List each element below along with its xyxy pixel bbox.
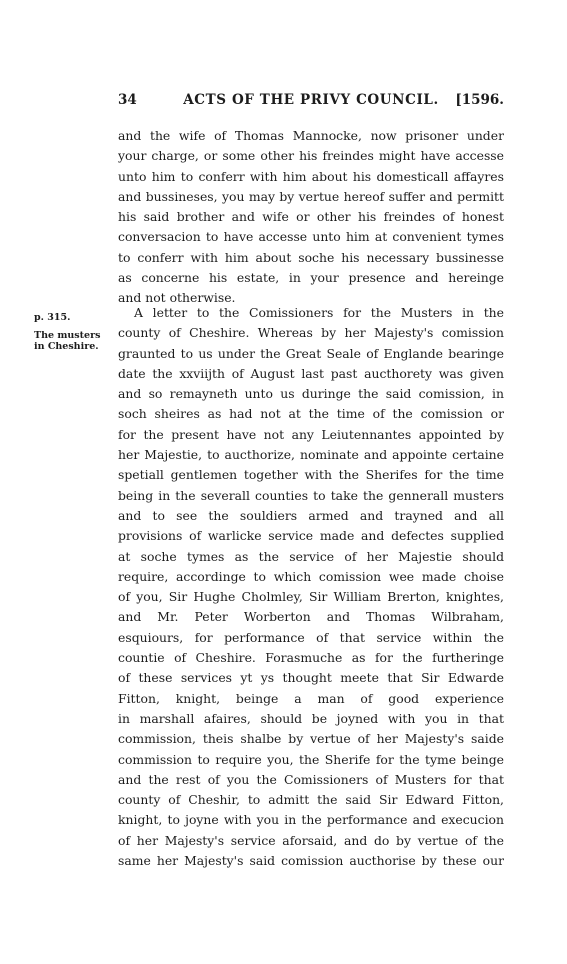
text-line: and Mr. Peter Worberton and Thomas Wilbraham, (118, 609, 504, 625)
text-line: commission, theis shalbe by vertue of her Majesty's saide (118, 731, 504, 747)
text-line: as concerne his estate, in your presence and hereinge (118, 270, 504, 286)
paragraph-letter (118, 303, 504, 871)
text-line: county of Cheshir, to admitt the said Sir Edward Fitton, (118, 792, 504, 808)
text-line: Fitton, knight, beinge a man of good experience (118, 690, 504, 706)
margin-topic-line: in Cheshire. (34, 341, 99, 352)
text-line: of you, Sir Hughe Cholmley, Sir William Brerton, knightes, (118, 589, 504, 605)
margin-topic-line: The musters (34, 330, 101, 341)
margin-notes (34, 312, 114, 352)
text-line: esquiours, for performance of that service within the (118, 629, 504, 645)
text-line: graunted to us under the Great Seale of Englande bearinge (118, 345, 504, 361)
text-line: date the xxviijth of August last past aucthorety was given (118, 365, 504, 381)
text-line: and so remayneth unto us duringe the said comission, in (118, 386, 504, 402)
text-line: his said brother and wife or other his freindes of honest (118, 209, 504, 225)
text-line: same her Majesty's said comission aucthorise by these our (118, 853, 504, 869)
margin-page-ref: p. 315. (34, 312, 71, 323)
text-line: and not otherwise. (118, 290, 236, 306)
text-line: of her Majesty's service aforsaid, and do by vertue of the (118, 832, 504, 848)
text-line: at soche tymes as the service of her Majestie should (118, 548, 504, 564)
text-line: being in the severall counties to take the gennerall musters (118, 487, 504, 503)
running-header (118, 92, 504, 112)
text-line: of these services yt ys thought meete that Sir Edwarde (118, 670, 504, 686)
text-line: and the rest of you the Comissioners of Musters for that (118, 771, 504, 787)
text-line: unto him to conferr with him about his domesticall affayres (118, 168, 504, 184)
text-line: conversacion to have accesse unto him at convenient tymes (118, 229, 504, 245)
text-line: require, accordinge to which comission wee made choise (118, 568, 504, 584)
text-line: A letter to the Comissioners for the Musters in the (134, 305, 504, 320)
page-number: 34 (118, 92, 137, 108)
text-line: to conferr with him about soche his necessary bussinesse (118, 249, 504, 265)
paragraph-continued (118, 126, 504, 309)
text-line: and the wife of Thomas Mannocke, now prisoner under (118, 128, 504, 143)
text-line: soch sheires as had not at the time of the comission or (118, 406, 504, 422)
text-line: and bussineses, you may by vertue hereof suffer and permitt (118, 188, 504, 204)
header-year: [1596. (455, 92, 504, 108)
text-line: knight, to joyne with you in the performance and execucion (118, 812, 504, 828)
text-line: her Majestie, to aucthorize, nominate and appointe certaine (118, 447, 504, 463)
text-line: your charge, or some other his freindes might have accesse (118, 148, 504, 164)
text-line: and to see the souldiers armed and trayned and all (118, 507, 504, 523)
text-line: provisions of warlicke service made and defectes supplied (118, 528, 504, 544)
text-line: county of Cheshire. Whereas by her Majesty's comission (118, 325, 504, 341)
text-line: for the present have not any Leiutennantes appointed by (118, 426, 504, 442)
text-line: countie of Cheshire. Forasmuche as for the furtheringe (118, 650, 504, 666)
text-line: spetiall gentlemen together with the Sherifes for the time (118, 467, 504, 483)
text-line: in marshall afaires, should be joyned with you in that (118, 710, 504, 726)
text-line: commission to require you, the Sherife for the tyme beinge (118, 751, 504, 767)
running-title: ACTS OF THE PRIVY COUNCIL. (183, 92, 439, 108)
